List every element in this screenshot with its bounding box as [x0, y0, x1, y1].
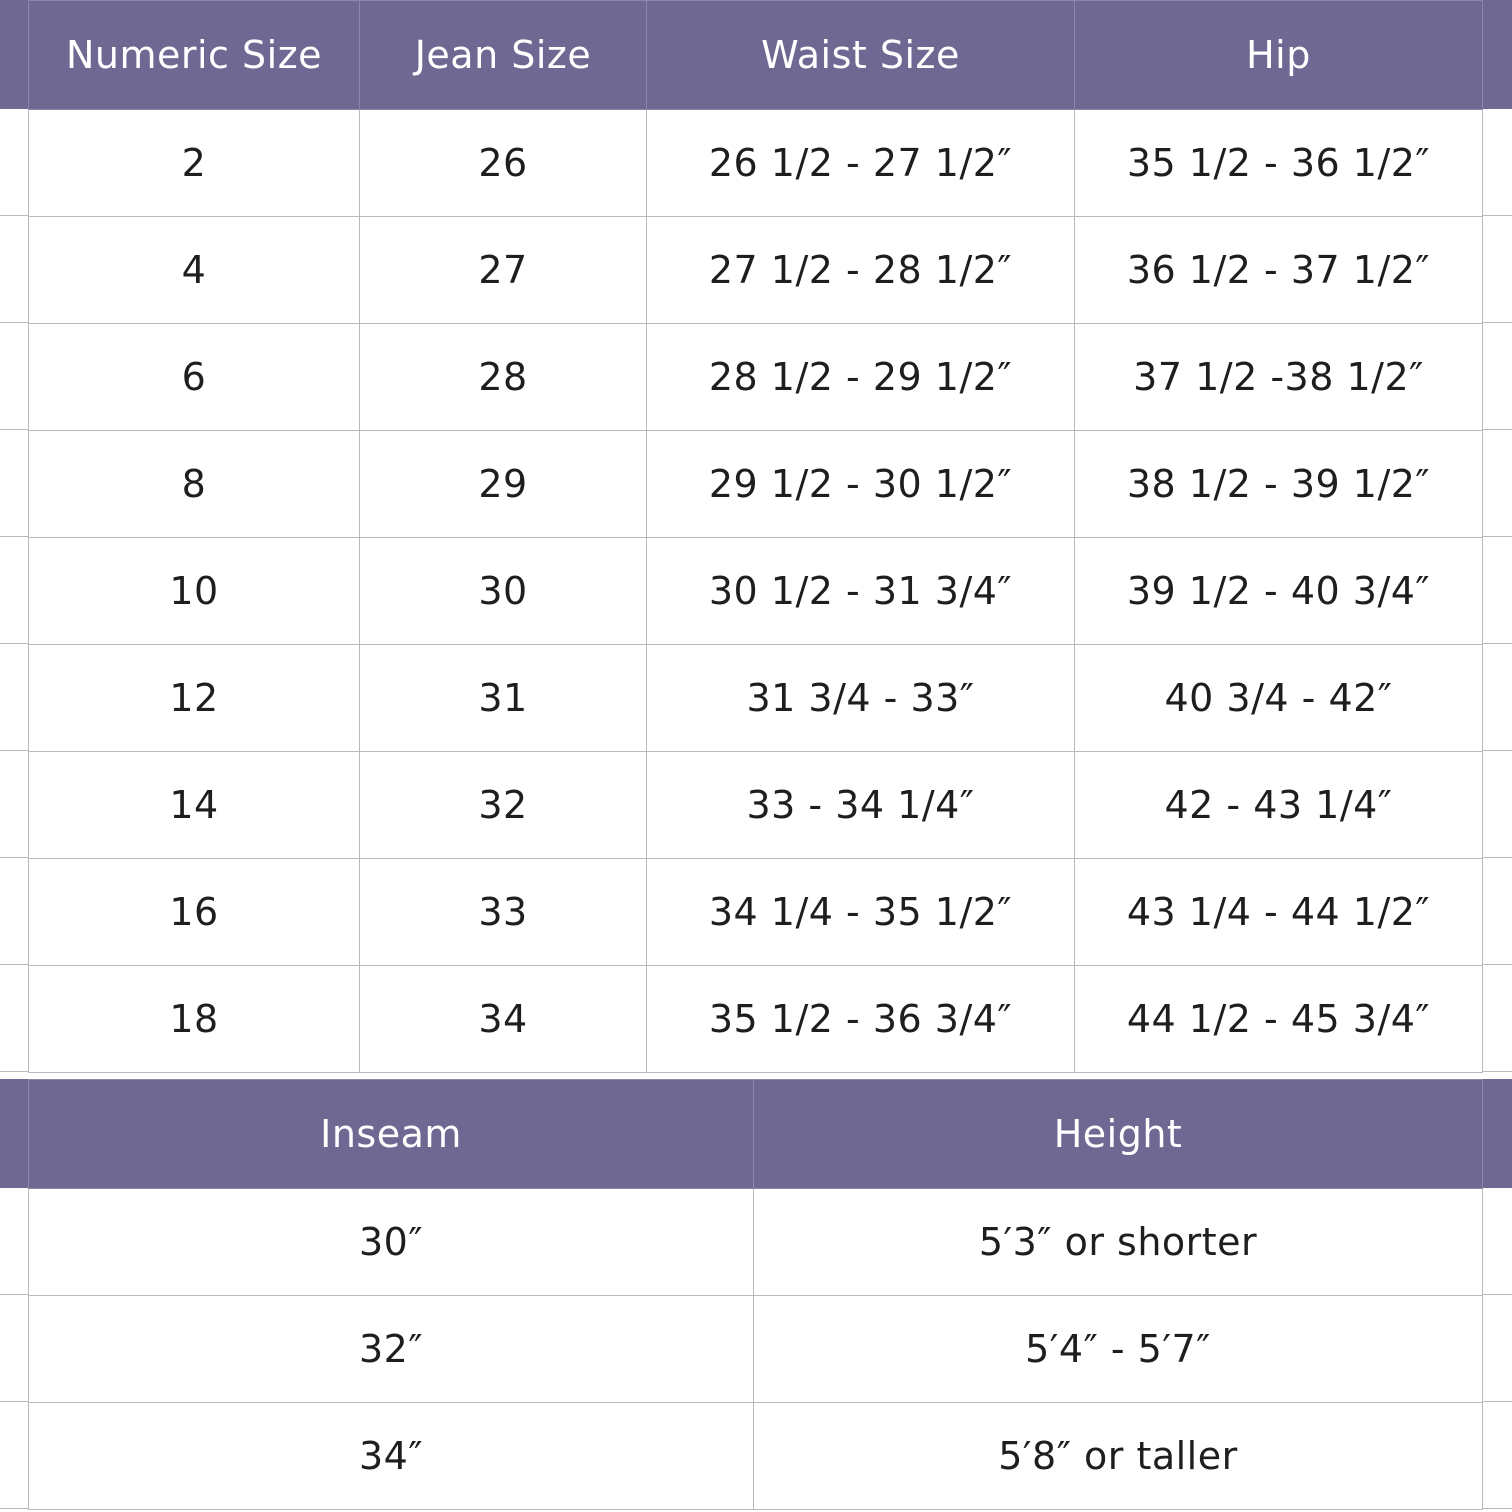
table-row: [29, 110, 1483, 217]
jean-size-cell: 34: [360, 966, 647, 1073]
header-band-right: [1482, 1079, 1512, 1188]
numeric-size-cell: 12: [29, 645, 360, 752]
hip-cell: 44 1/2 - 45 3/4″: [1075, 966, 1483, 1073]
gutter-grid-line: [0, 964, 28, 965]
jean-size-cell: 31: [360, 645, 647, 752]
numeric-size-cell: 14: [29, 752, 360, 859]
gutter-grid-line: [0, 1294, 28, 1295]
gutter-grid-line: [0, 536, 28, 537]
gutter-grid-line: [1482, 536, 1512, 537]
hip-cell: 43 1/4 - 44 1/2″: [1075, 859, 1483, 966]
gutter-grid-line: [0, 643, 28, 644]
header-inseam: Inseam: [29, 1080, 754, 1189]
gutter-grid-line: [0, 1071, 28, 1072]
jean-size-cell: 28: [360, 324, 647, 431]
gutter-grid-line: [0, 1401, 28, 1402]
gutter-grid-line: [1482, 215, 1512, 216]
inseam-cell: 34″: [29, 1403, 754, 1510]
table-row: [29, 645, 1483, 752]
hip-cell: 36 1/2 - 37 1/2″: [1075, 217, 1483, 324]
inseam-cell: 32″: [29, 1296, 754, 1403]
waist-size-cell: 34 1/4 - 35 1/2″: [647, 859, 1075, 966]
inseam-table: [28, 1079, 1483, 1510]
gutter-grid-line: [0, 857, 28, 858]
size-table: [28, 0, 1483, 1073]
numeric-size-cell: 2: [29, 110, 360, 217]
numeric-size-cell: 18: [29, 966, 360, 1073]
hip-cell: 35 1/2 - 36 1/2″: [1075, 110, 1483, 217]
gutter-grid-line: [1482, 750, 1512, 751]
gutter-grid-line: [1482, 322, 1512, 323]
table-row: [29, 1189, 1483, 1296]
header-band-left: [0, 0, 28, 109]
height-cell: 5′3″ or shorter: [754, 1189, 1483, 1296]
gutter-grid-line: [1482, 857, 1512, 858]
inseam-table-header-row: [29, 1080, 1483, 1189]
header-numeric-size: Numeric Size: [29, 1, 360, 110]
gutter-grid-line: [1482, 643, 1512, 644]
gutter-grid-line: [1482, 1071, 1512, 1072]
inseam-cell: 30″: [29, 1189, 754, 1296]
numeric-size-cell: 10: [29, 538, 360, 645]
waist-size-cell: 26 1/2 - 27 1/2″: [647, 110, 1075, 217]
header-jean-size: Jean Size: [360, 1, 647, 110]
header-height: Height: [754, 1080, 1483, 1189]
gutter-grid-line: [0, 322, 28, 323]
jean-size-cell: 32: [360, 752, 647, 859]
waist-size-cell: 30 1/2 - 31 3/4″: [647, 538, 1075, 645]
waist-size-cell: 33 - 34 1/4″: [647, 752, 1075, 859]
table-row: [29, 1296, 1483, 1403]
table-row: [29, 966, 1483, 1073]
numeric-size-cell: 4: [29, 217, 360, 324]
header-waist-size: Waist Size: [647, 1, 1075, 110]
table-row: [29, 1403, 1483, 1510]
height-cell: 5′4″ - 5′7″: [754, 1296, 1483, 1403]
gutter-grid-line: [0, 215, 28, 216]
gutter-grid-line: [1482, 1294, 1512, 1295]
numeric-size-cell: 16: [29, 859, 360, 966]
gutter-grid-line: [0, 429, 28, 430]
header-band-left: [0, 1079, 28, 1188]
table-row: [29, 324, 1483, 431]
waist-size-cell: 28 1/2 - 29 1/2″: [647, 324, 1075, 431]
gutter-grid-line: [1482, 1401, 1512, 1402]
hip-cell: 40 3/4 - 42″: [1075, 645, 1483, 752]
header-hip: Hip: [1075, 1, 1483, 110]
size-table-header-row: [29, 1, 1483, 110]
table-row: [29, 431, 1483, 538]
gutter-grid-line: [0, 1508, 28, 1509]
gutter-grid-line: [1482, 964, 1512, 965]
jean-size-cell: 26: [360, 110, 647, 217]
jean-size-cell: 29: [360, 431, 647, 538]
jean-size-cell: 27: [360, 217, 647, 324]
gutter-grid-line: [1482, 1508, 1512, 1509]
height-cell: 5′8″ or taller: [754, 1403, 1483, 1510]
numeric-size-cell: 8: [29, 431, 360, 538]
hip-cell: 38 1/2 - 39 1/2″: [1075, 431, 1483, 538]
header-band-right: [1482, 0, 1512, 109]
numeric-size-cell: 6: [29, 324, 360, 431]
waist-size-cell: 35 1/2 - 36 3/4″: [647, 966, 1075, 1073]
waist-size-cell: 31 3/4 - 33″: [647, 645, 1075, 752]
waist-size-cell: 29 1/2 - 30 1/2″: [647, 431, 1075, 538]
table-row: [29, 859, 1483, 966]
hip-cell: 42 - 43 1/4″: [1075, 752, 1483, 859]
table-row: [29, 752, 1483, 859]
hip-cell: 39 1/2 - 40 3/4″: [1075, 538, 1483, 645]
table-row: [29, 217, 1483, 324]
gutter-grid-line: [1482, 429, 1512, 430]
table-row: [29, 538, 1483, 645]
gutter-grid-line: [0, 750, 28, 751]
jean-size-cell: 30: [360, 538, 647, 645]
jean-size-cell: 33: [360, 859, 647, 966]
hip-cell: 37 1/2 -38 1/2″: [1075, 324, 1483, 431]
waist-size-cell: 27 1/2 - 28 1/2″: [647, 217, 1075, 324]
